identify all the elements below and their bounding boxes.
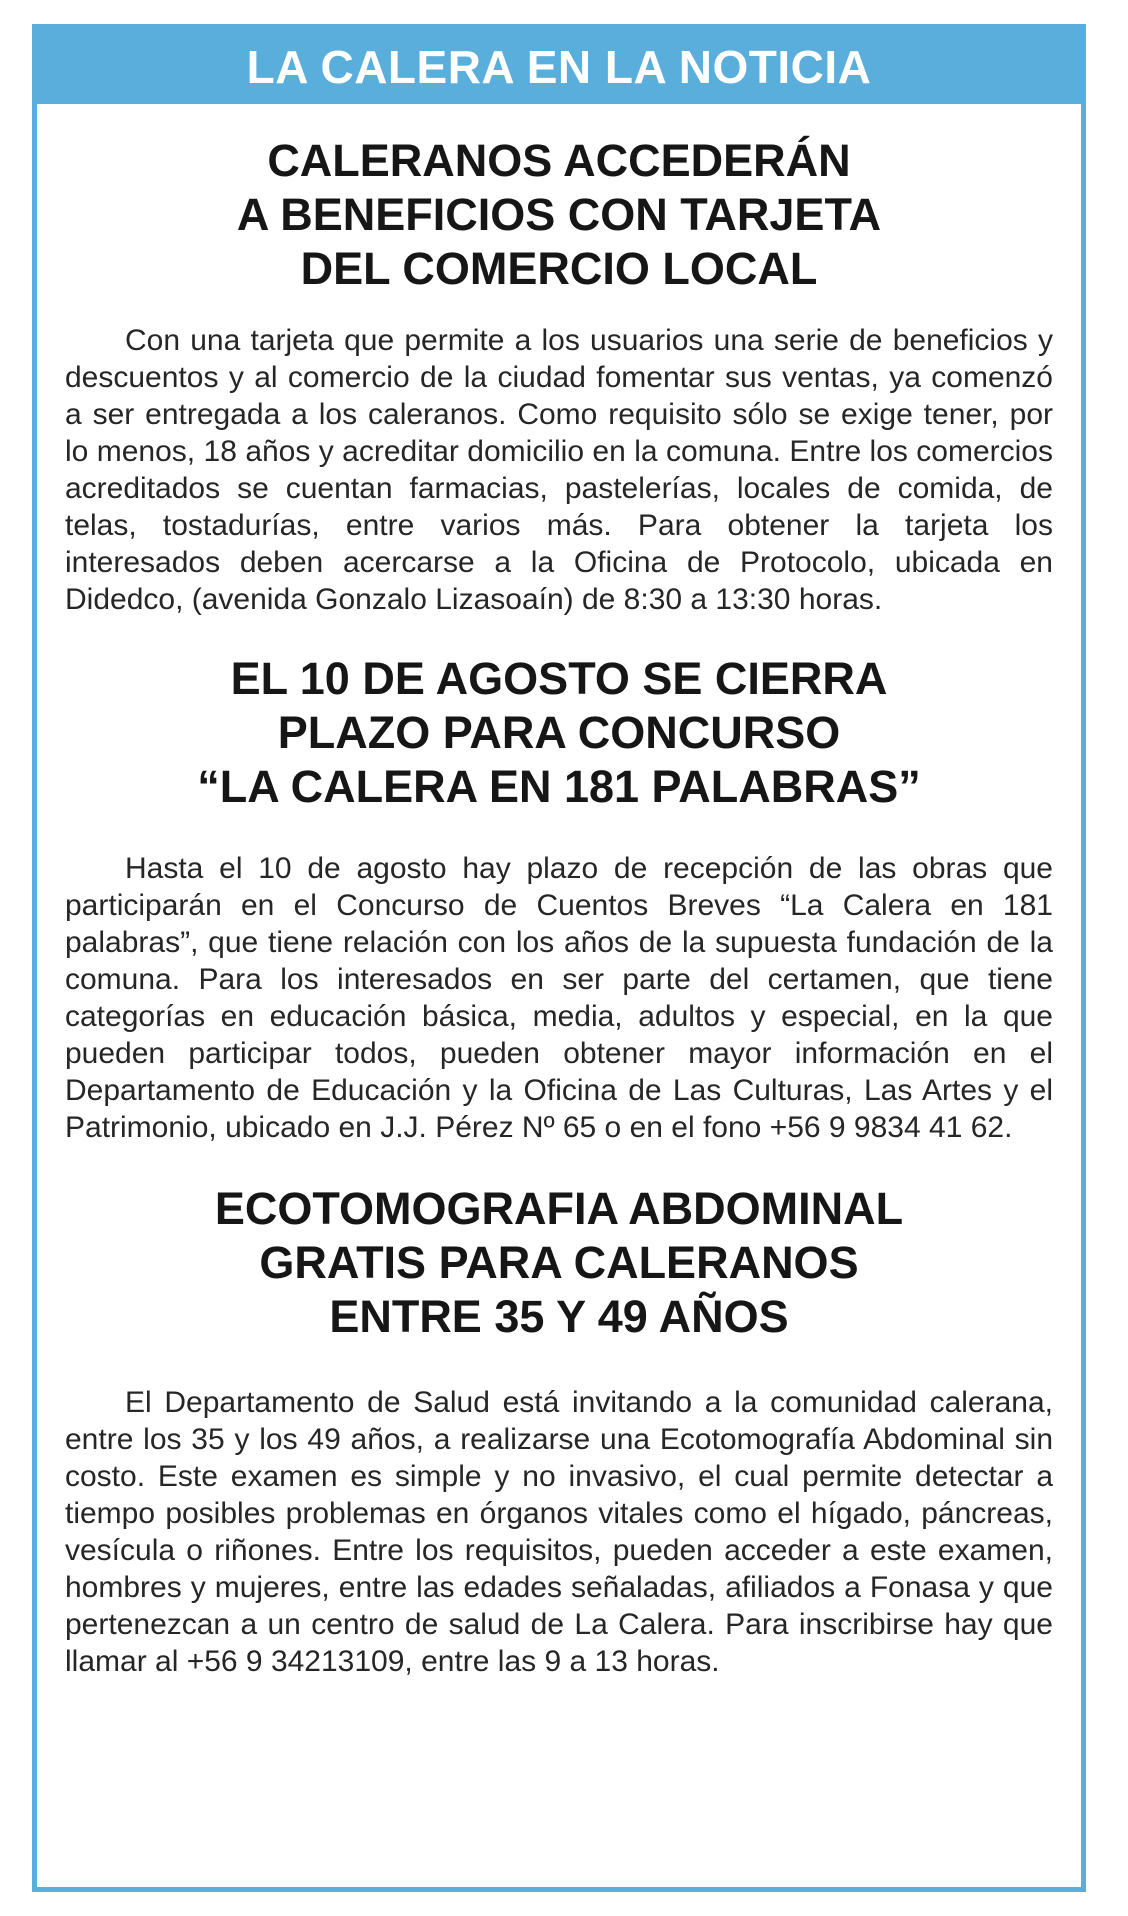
section-title: LA CALERA EN LA NOTICIA	[246, 40, 872, 93]
headline-line: PLAZO PARA CONCURSO	[277, 707, 841, 758]
headline-line: DEL COMERCIO LOCAL	[300, 243, 818, 294]
headline-line: GRATIS PARA CALERANOS	[259, 1237, 859, 1288]
headline-line: A BENEFICIOS CON TARJETA	[236, 189, 882, 240]
article-1-body: Con una tarjeta que permite a los usuarios una serie de beneficios y descuentos y al comercio de la ciudad fomentar sus ventas, ya comenzó a ser entregada a los caleranos. Como requisito sólo se exige tener, por lo menos, 18 años y acreditar domicilio en la comuna. Entre los comercios acreditados se cuentan farmacias, pastelerías, locales de comida, de telas, tostadurías, entre varios más. Para obtener la tarjeta los interesados deben acercarse a la Oficina de Protocolo, ubicada en Didedco, (avenida Gonzalo Lizasoaín) de 8:30 a 13:30 horas.	[65, 324, 1053, 616]
article-1-headline	[65, 134, 1053, 296]
headline-line: EL 10 DE AGOSTO SE CIERRA	[230, 653, 888, 704]
article-3-headline	[65, 1182, 1053, 1344]
headline-line: CALERANOS ACCEDERÁN	[267, 135, 851, 186]
article-3-body: El Departamento de Salud está invitando a la comunidad calerana, entre los 35 y los 49 años, a realizarse una Ecotomografía Abdominal sin costo. Este examen es simple y no invasivo, el cual permite detectar a tiempo posibles problemas en órganos vitales como el hígado, páncreas, vesícula o riñones. Entre los requisitos, pueden acceder a este examen, hombres y mujeres, entre las edades señaladas, afiliados a Fonasa y que pertenezcan a un centro de salud de La Calera. Para inscribirse hay que llamar al +56 9 34213109, entre las 9 a 13 horas.	[65, 1386, 1053, 1678]
headline-line: ENTRE 35 Y 49 AÑOS	[329, 1291, 789, 1342]
article-2-headline	[65, 652, 1053, 814]
news-panel	[32, 24, 1086, 1892]
headline-line: ECOTOMOGRAFIA ABDOMINAL	[214, 1183, 904, 1234]
section-banner	[37, 29, 1081, 104]
article-2-body: Hasta el 10 de agosto hay plazo de recepción de las obras que participarán en el Concurso de Cuentos Breves “La Calera en 181 palabras”, que tiene relación con los años de la supuesta fundación de la comuna. Para los interesados en ser parte del certamen, que tiene categorías en educación básica, media, adultos y especial, en la que pueden participar todos, pueden obtener mayor información en el Departamento de Educación y la Oficina de Las Culturas, Las Artes y el Patrimonio, ubicado en J.J. Pérez Nº 65 o en el fono +56 9 9834 41 62.	[65, 852, 1053, 1144]
headline-line: “LA CALERA EN 181 PALABRAS”	[197, 761, 921, 812]
news-content	[37, 134, 1081, 1680]
